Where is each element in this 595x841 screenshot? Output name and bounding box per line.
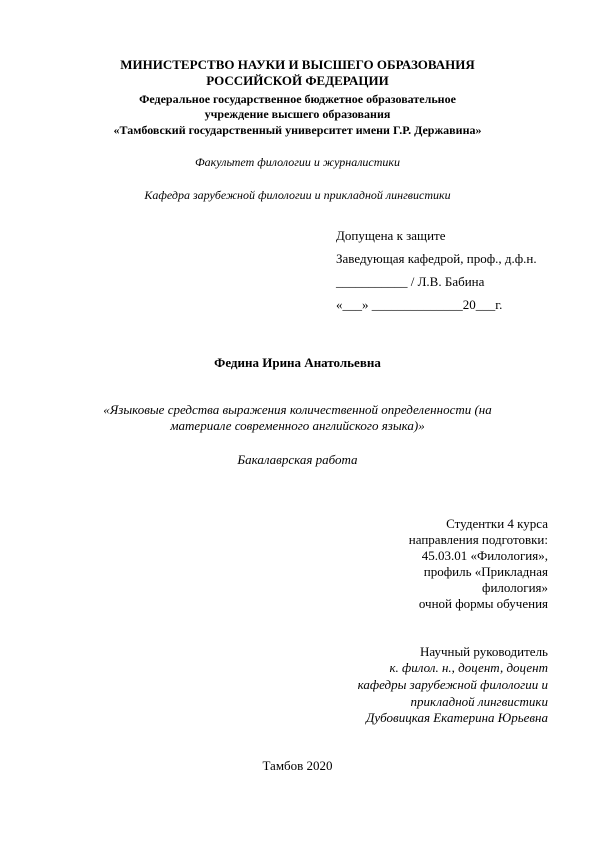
institution-line-1: Федеральное государственное бюджетное образовательное [139,92,456,106]
supervisor-line-4: прикладной лингвистики [410,694,548,709]
signature-line [336,274,484,290]
city-year: Тамбов 2020 [262,758,333,773]
university-name: «Тамбовский государственный университет имени Г.Р. Державина» [113,123,482,137]
student-line-6: очной формы обучения [418,596,548,611]
faculty-name: Факультет филологии и журналистики [194,155,401,169]
thesis-title-line-1: «Языковые средства выражения количественной определенности (на [103,402,492,417]
student-line-4: профиль «Прикладная [423,564,548,579]
thesis-title-line-2: материале современного английского языка)» [170,418,425,433]
student-line-3: 45.03.01 «Филология», [421,548,548,563]
student-line-1: Студентки 4 курса [446,516,548,531]
supervisor-line-2: к. филол. н., доцент, доцент [389,660,548,675]
head-of-department: Заведующая кафедрой, проф., д.ф.н. [336,251,537,266]
student-line-5: филология» [482,580,548,595]
work-type: Бакалаврская работа [237,452,358,467]
supervisor-name: Дубовицкая Екатерина Юрьевна [366,710,548,725]
department-name: Кафедра зарубежной филологии и прикладной лингвистики [144,188,451,202]
supervisor-line-1: Научный руководитель [419,644,548,659]
admitted-label: Допущена к защите [336,228,446,243]
ministry-line-1: МИНИСТЕРСТВО НАУКИ И ВЫСШЕГО ОБРАЗОВАНИЯ [120,57,475,72]
author-name: Федина Ирина Анатольевна [214,355,381,370]
approval-date: «___» ______________20___г. [336,297,503,312]
institution-line-2: учреждение высшего образования [204,107,391,121]
signature-text: ___________ / Л.В. Бабина [336,274,485,289]
student-line-2: направления подготовки: [408,532,548,547]
ministry-line-2: РОССИЙСКОЙ ФЕДЕРАЦИИ [206,73,389,88]
supervisor-line-3: кафедры зарубежной филологии и [357,677,548,692]
